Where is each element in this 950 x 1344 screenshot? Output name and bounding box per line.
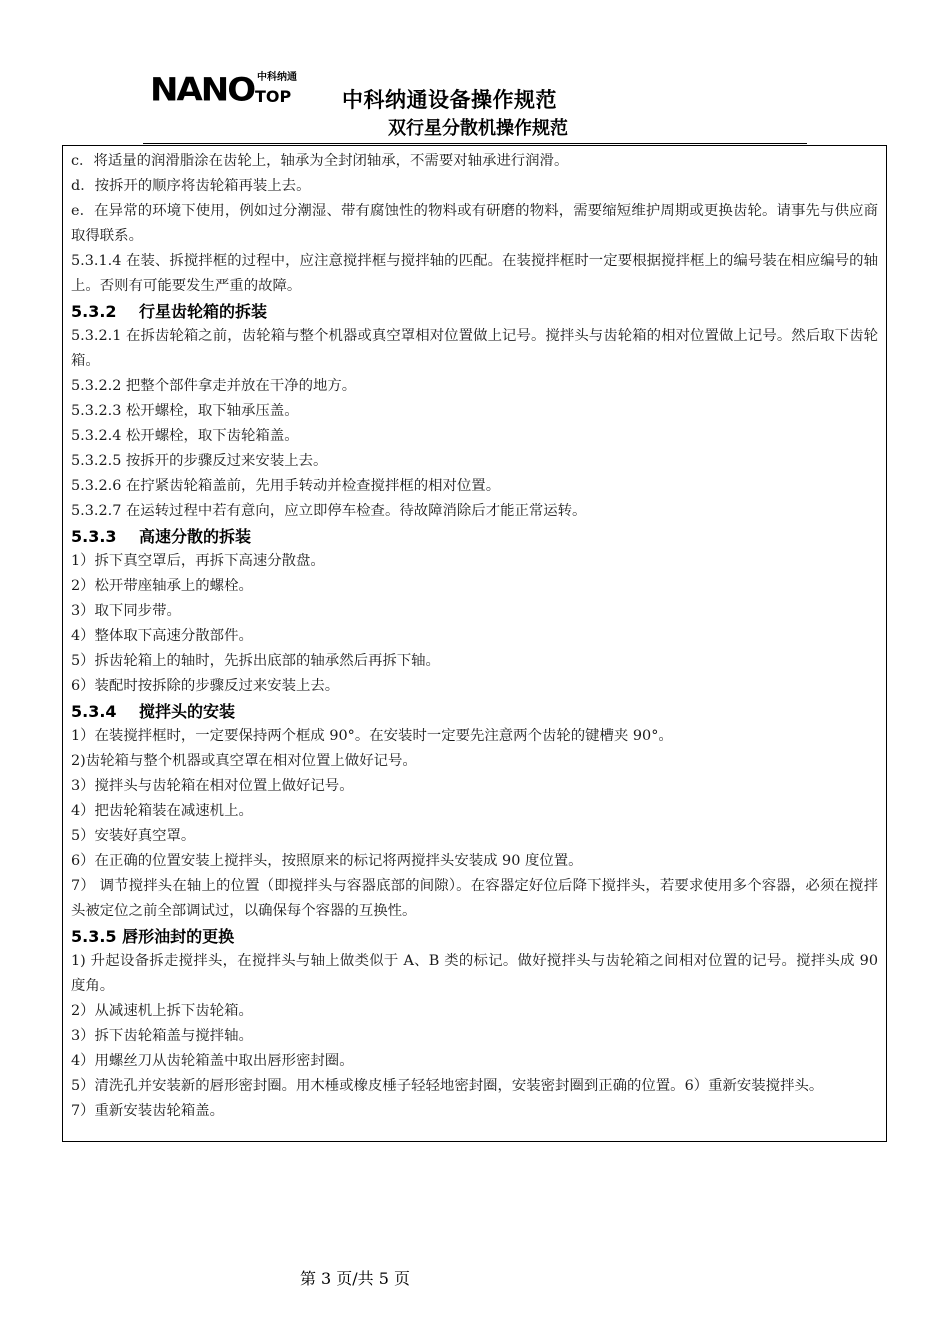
paragraph: 2)齿轮箱与整个机器或真空罩在相对位置上做好记号。	[71, 753, 417, 769]
section-heading	[71, 924, 878, 949]
paragraph: 1) 升起设备拆走搅拌头，在搅拌头与轴上做类似于 A、B 类的标记。做好搅拌头与齿轮箱之间相对位置的记号。搅拌头成 90 度角。	[71, 953, 878, 994]
paragraph: 3）搅拌头与齿轮箱在相对位置上做好记号。	[71, 778, 354, 794]
section-title: 搅拌头的安装	[139, 702, 236, 721]
paragraph: 7） 调节搅拌头在轴上的位置（即搅拌头与容器底部的间隙）。在容器定好位后降下搅拌头，若要求使用多个容器，必须在搅拌头被定位之前全部调试过，以确保每个容器的互换性。	[71, 878, 878, 919]
paragraph: 6）装配时按拆除的步骤反过来安装上去。	[71, 678, 340, 694]
section-title: 行星齿轮箱的拆装	[139, 302, 268, 321]
paragraph: 2）从减速机上拆下齿轮箱。	[71, 1003, 253, 1019]
paragraph: 5.3.2.5 按拆开的步骤反过来安装上去。	[71, 453, 328, 469]
section-heading	[71, 299, 878, 324]
paragraph: d．按拆开的顺序将齿轮箱再装上去。	[71, 178, 311, 194]
header-divider	[143, 143, 807, 144]
section-heading	[71, 699, 878, 724]
page-header	[0, 0, 950, 150]
page-number: 第 3 页/共 5 页	[299, 1269, 411, 1288]
paragraph: 5.3.2.3 松开螺栓，取下轴承压盖。	[71, 403, 299, 419]
paragraph: 5.3.2.7 在运转过程中若有意向，应立即停车检查。待故障消除后才能正常运转。	[71, 503, 587, 519]
paragraph: 4）整体取下高速分散部件。	[71, 628, 253, 644]
paragraph: 5.3.2.6 在拧紧齿轮箱盖前，先用手转动并检查搅拌框的相对位置。	[71, 478, 501, 494]
paragraph: 5）拆齿轮箱上的轴时，先拆出底部的轴承然后再拆下轴。	[71, 653, 440, 669]
logo-top-text: TOP	[255, 87, 292, 106]
paragraph: 3）取下同步带。	[71, 603, 181, 619]
paragraph: 6）在正确的位置安装上搅拌头，按照原来的标记将两搅拌头安装成 90 度位置。	[71, 853, 583, 869]
content-frame	[62, 145, 887, 1142]
paragraph: c．将适量的润滑脂涂在齿轮上，轴承为全封闭轴承，不需要对轴承进行润滑。	[71, 153, 569, 169]
paragraph: 5.3.2.1 在拆齿轮箱之前，齿轮箱与整个机器或真空罩相对位置做上记号。搅拌头与齿轮箱的相对位置做上记号。然后取下齿轮箱。	[71, 328, 878, 369]
paragraph: 2）松开带座轴承上的螺栓。	[71, 578, 253, 594]
paragraph: 5.3.2.4 松开螺栓，取下齿轮箱盖。	[71, 428, 299, 444]
paragraph: 5）安装好真空罩。	[71, 828, 196, 844]
company-logo	[150, 70, 310, 110]
paragraph: 4）把齿轮箱装在减速机上。	[71, 803, 253, 819]
document-title: 中科纳通设备操作规范	[342, 88, 557, 112]
section-heading	[71, 524, 878, 549]
paragraph: 5.3.1.4 在装、拆搅拌框的过程中，应注意搅拌框与搅拌轴的匹配。在装搅拌框时一定要根据搅拌框上的编号装在相应编号的轴上。否则有可能要发生严重的故障。	[71, 253, 878, 294]
section-title: 高速分散的拆装	[139, 527, 252, 546]
paragraph: 5）清洗孔并安装新的唇形密封圈。用木棰或橡皮棰子轻轻地密封圈，安装密封圈到正确的位置。6）重新安装搅拌头。	[71, 1078, 824, 1094]
paragraph: 1）拆下真空罩后，再拆下高速分散盘。	[71, 553, 325, 569]
paragraph: e．在异常的环境下使用，例如过分潮湿、带有腐蚀性的物料或有研磨的物料，需要缩短维护周期或更换齿轮。请事先与供应商取得联系。	[71, 203, 878, 244]
document-subtitle: 双行星分散机操作规范	[388, 118, 568, 139]
section-number: 5.3.4	[71, 702, 117, 721]
paragraph: 5.3.2.2 把整个部件拿走并放在干净的地方。	[71, 378, 357, 394]
paragraph: 7）重新安装齿轮箱盖。	[71, 1103, 225, 1119]
logo-chinese-name: 中科纳通	[257, 72, 297, 83]
section-title: 5.3.5 唇形油封的更换	[71, 927, 235, 946]
logo-wordmark: NANO	[150, 71, 255, 109]
paragraph: 3）拆下齿轮箱盖与搅拌轴。	[71, 1028, 253, 1044]
section-number: 5.3.2	[71, 302, 117, 321]
paragraph: 1）在装搅拌框时，一定要保持两个框成 90°。在安装时一定要先注意两个齿轮的键槽夹 90°。	[71, 728, 673, 744]
section-number: 5.3.3	[71, 527, 117, 546]
paragraph: 4）用螺丝刀从齿轮箱盖中取出唇形密封圈。	[71, 1053, 354, 1069]
